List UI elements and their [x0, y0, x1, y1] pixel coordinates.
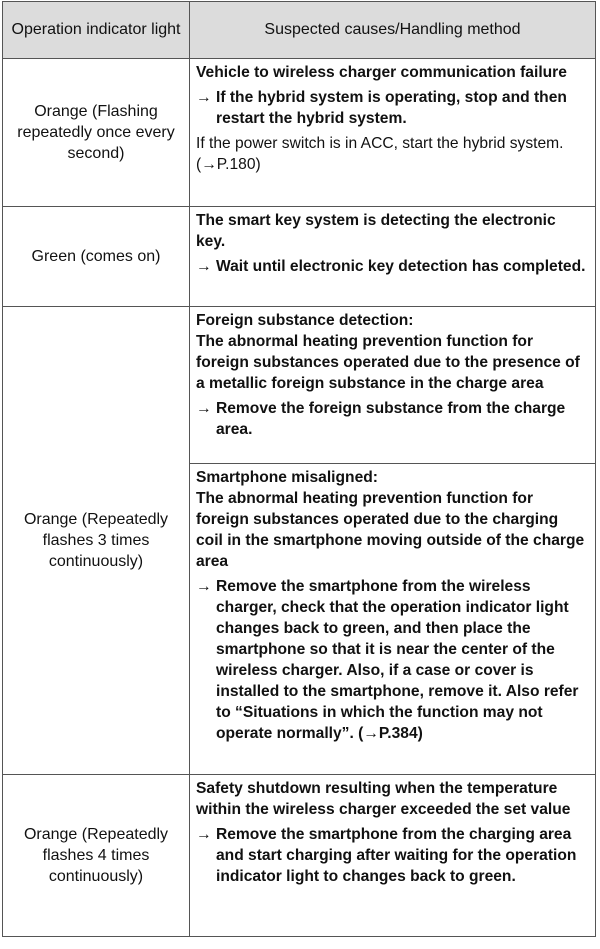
troubleshooting-table — [2, 1, 596, 937]
arrow-icon: → — [196, 400, 212, 417]
cause-cell — [190, 307, 596, 464]
indicator-cell: Orange (Repeatedly flashes 3 times continuously) — [3, 307, 190, 775]
cause-heading: Smartphone misaligned: — [196, 469, 378, 486]
cause-cell — [190, 775, 596, 937]
action-text: If the hybrid system is operating, stop and then restart the hybrid system. — [216, 89, 567, 127]
cause-cell — [190, 464, 596, 775]
action-text: Wait until electronic key detection has completed. — [216, 258, 586, 275]
cause-title: Vehicle to wireless charger communication failure — [196, 64, 567, 81]
header-causes-handling: Suspected causes/Handling method — [190, 2, 596, 59]
cause-cell — [190, 59, 596, 207]
indicator-cell: Green (comes on) — [3, 207, 190, 307]
table-row — [3, 775, 596, 937]
table-row — [3, 207, 596, 307]
cause-title: The abnormal heating prevention function for foreign substances operated due to the presence of a metallic foreign substance in the charge area — [196, 333, 580, 392]
arrow-icon: → — [196, 258, 212, 275]
cause-cell — [190, 207, 596, 307]
handling-action — [196, 256, 589, 277]
table-header-row — [3, 2, 596, 59]
handling-action — [196, 824, 589, 887]
cause-heading: Foreign substance detection: — [196, 312, 414, 329]
action-text: Remove the smartphone from the charging area and start charging after waiting for the operation indicator light to changes back to green. — [216, 826, 577, 885]
action-text: Remove the foreign substance from the charge area. — [216, 400, 566, 438]
arrow-icon: → — [196, 826, 212, 843]
cause-title: Safety shutdown resulting when the temperature within the wireless charger exceeded the set value — [196, 780, 571, 818]
action-text: Remove the smartphone from the wireless charger, check that the operation indicator light changes back to green, and then place the smartphone so that it is near the center of the wireless charger. Also, if a case or cover is installed to the smartphone, remove it. Also refer to “Situations in which the function may not operate normally”. (→P.384) — [216, 578, 579, 742]
indicator-cell: Orange (Flashing repeatedly once every second) — [3, 59, 190, 207]
handling-action — [196, 398, 589, 440]
handling-action — [196, 87, 589, 129]
cause-title: The smart key system is detecting the electronic key. — [196, 212, 556, 250]
table-row — [3, 59, 596, 207]
arrow-icon: → — [196, 578, 212, 595]
header-indicator-light: Operation indicator light — [3, 2, 190, 59]
handling-action — [196, 576, 589, 744]
table-row — [3, 307, 596, 464]
arrow-icon: → — [196, 89, 212, 106]
cause-note: If the power switch is in ACC, start the hybrid system. (→P.180) — [196, 135, 564, 173]
cause-title: The abnormal heating prevention function for foreign substances operated due to the charging coil in the smartphone moving outside of the charge area — [196, 490, 585, 570]
indicator-cell: Orange (Repeatedly flashes 4 times continuously) — [3, 775, 190, 937]
